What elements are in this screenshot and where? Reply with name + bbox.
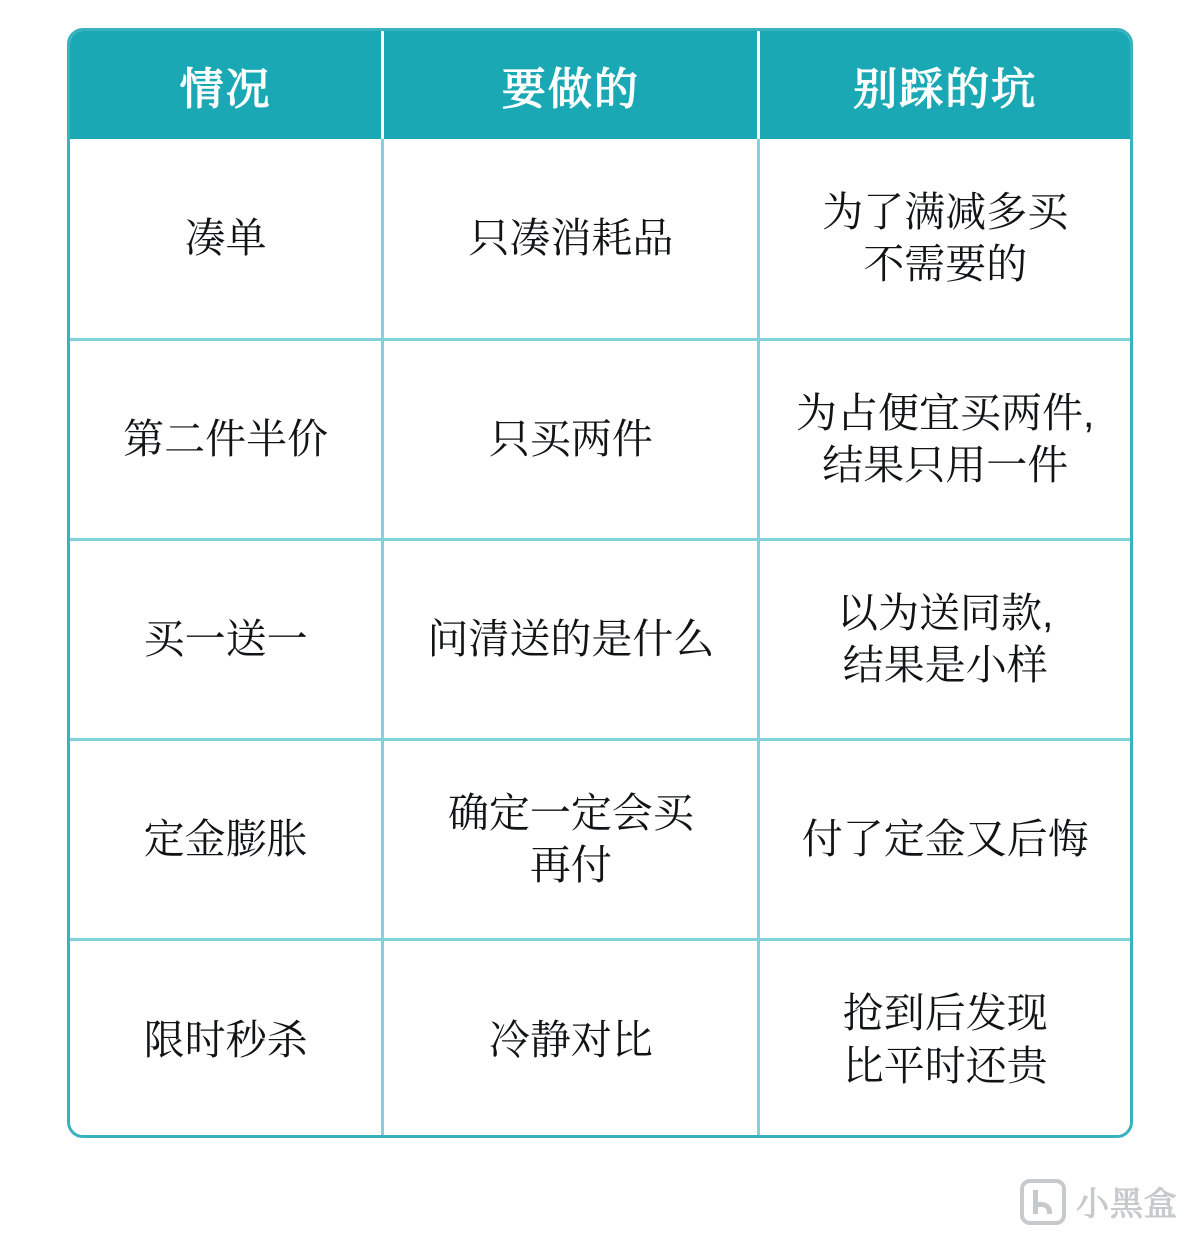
cell-situation	[70, 739, 383, 939]
cell-line: 凑单	[184, 215, 267, 262]
cell-line: 抢到后发现	[842, 990, 1048, 1037]
cell-situation	[70, 539, 383, 739]
cell-line: 只凑消耗品	[468, 215, 674, 262]
cell-line: 比平时还贵	[842, 1042, 1048, 1089]
shopping-tips-table	[67, 28, 1133, 1138]
cell-text	[770, 813, 1120, 865]
cell-todo	[383, 539, 759, 739]
table-row	[70, 939, 1130, 1138]
cell-text	[80, 813, 371, 865]
cell-line: 结果只用一件	[822, 442, 1069, 488]
cell-line: 再付	[529, 842, 612, 888]
watermark-label: 小黑盒	[1076, 1185, 1178, 1222]
cell-line: 买一送一	[143, 615, 308, 662]
cell-pitfall	[759, 939, 1130, 1138]
cell-line: 第二件半价	[123, 415, 329, 462]
cell-text	[80, 613, 371, 665]
cell-todo	[383, 739, 759, 939]
cell-text	[394, 1014, 747, 1066]
table-row	[70, 739, 1130, 939]
cell-todo	[383, 339, 759, 539]
cell-text	[770, 587, 1120, 692]
table-header	[70, 31, 1130, 139]
cell-pitfall	[759, 139, 1130, 339]
table-row	[70, 339, 1130, 539]
heybox-logo-icon	[1020, 1179, 1066, 1225]
cell-line: 为占便宜买两件,	[796, 389, 1095, 436]
table-row	[70, 139, 1130, 339]
cell-line: 以为送同款,	[837, 589, 1054, 636]
table-row	[70, 539, 1130, 739]
cell-situation	[70, 339, 383, 539]
cell-line: 付了定金又后悔	[801, 815, 1089, 862]
cell-text	[770, 186, 1120, 291]
cell-line: 不需要的	[863, 241, 1028, 288]
cell-text	[80, 212, 371, 264]
cell-text	[80, 413, 371, 465]
cell-pitfall	[759, 339, 1130, 539]
cell-situation	[70, 939, 383, 1138]
cell-text	[80, 1014, 371, 1066]
table	[70, 31, 1130, 1138]
cell-text	[394, 613, 747, 665]
cell-text	[394, 787, 747, 892]
cell-text	[770, 387, 1120, 492]
cell-line: 定金膨胀	[143, 815, 308, 862]
cell-text	[394, 413, 747, 465]
column-header-situation: 情况	[70, 31, 383, 139]
cell-line: 问清送的是什么	[427, 615, 715, 662]
cell-line: 确定一定会买	[447, 789, 694, 836]
cell-situation	[70, 139, 383, 339]
cell-todo	[383, 139, 759, 339]
cell-line: 限时秒杀	[143, 1016, 308, 1063]
cell-text	[394, 212, 747, 264]
column-header-todo: 要做的	[383, 31, 759, 139]
cell-line: 冷静对比	[488, 1016, 653, 1063]
cell-text	[770, 987, 1120, 1092]
cell-todo	[383, 939, 759, 1138]
cell-line: 为了满减多买	[822, 188, 1069, 235]
cell-pitfall	[759, 739, 1130, 939]
cell-line: 结果是小样	[842, 642, 1048, 688]
table-header-row	[70, 31, 1130, 139]
table-body	[70, 139, 1130, 1138]
watermark	[1020, 1178, 1178, 1225]
column-header-pitfall: 别踩的坑	[759, 31, 1130, 139]
cell-line: 只买两件	[488, 415, 653, 462]
cell-pitfall	[759, 539, 1130, 739]
